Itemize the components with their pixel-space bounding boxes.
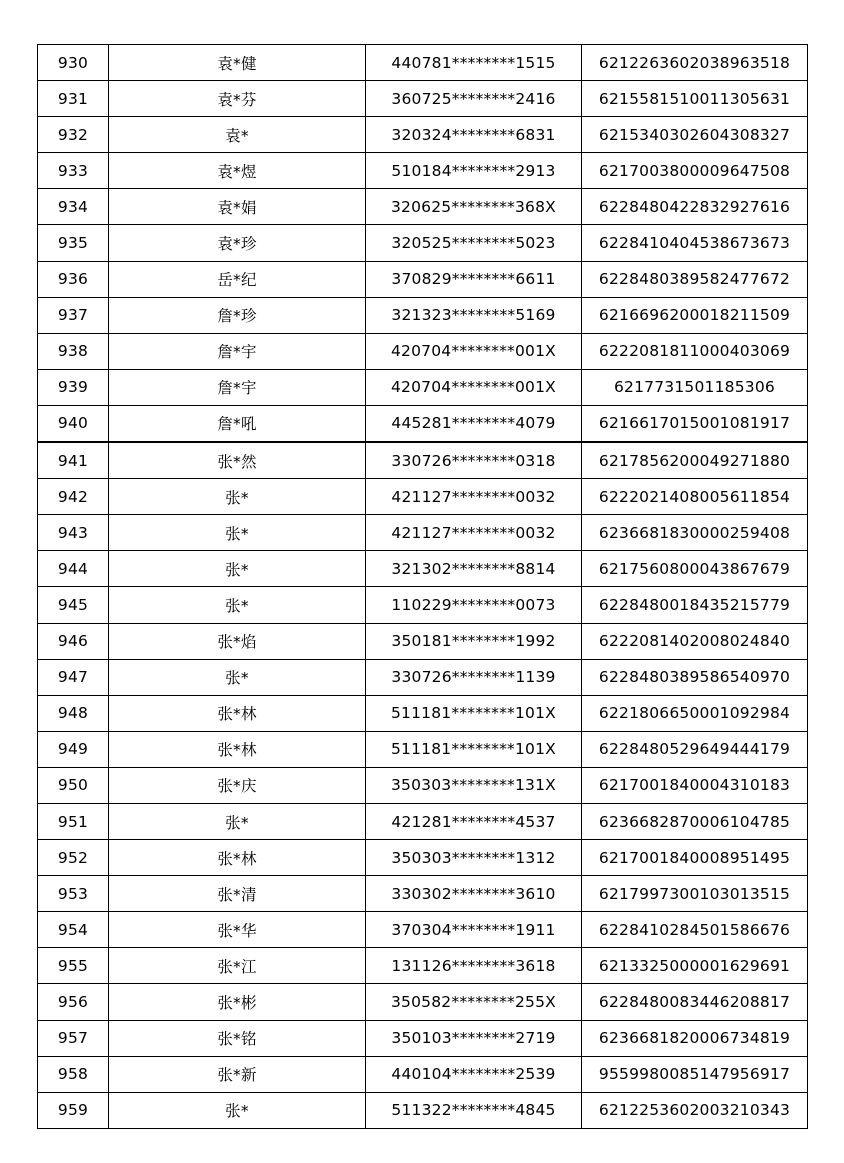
row-number: 936 (38, 261, 109, 297)
row-number: 957 (38, 1020, 109, 1056)
masked-id-number: 421281********4537 (366, 803, 582, 839)
bank-account: 6228410404538673673 (582, 225, 808, 261)
masked-name: 张* (109, 515, 366, 551)
masked-name: 张* (109, 659, 366, 695)
bank-account: 6222021408005611854 (582, 479, 808, 515)
masked-name: 张*庆 (109, 767, 366, 803)
masked-name: 张*然 (109, 442, 366, 479)
masked-id-number: 350303********1312 (366, 840, 582, 876)
bank-account: 6212263602038963518 (582, 45, 808, 81)
table-row (38, 731, 808, 767)
table-row (38, 803, 808, 839)
table-row (38, 1092, 808, 1128)
row-number: 954 (38, 912, 109, 948)
row-number: 931 (38, 81, 109, 117)
bank-account: 6228410284501586676 (582, 912, 808, 948)
table-row (38, 45, 808, 81)
table-row (38, 261, 808, 297)
row-number: 938 (38, 333, 109, 369)
masked-id-number: 420704********001X (366, 369, 582, 405)
row-number: 959 (38, 1092, 109, 1128)
table-row (38, 225, 808, 261)
masked-name: 詹*宇 (109, 333, 366, 369)
masked-name: 袁*芬 (109, 81, 366, 117)
masked-id-number: 131126********3618 (366, 948, 582, 984)
masked-id-number: 350181********1992 (366, 623, 582, 659)
row-number: 958 (38, 1056, 109, 1092)
bank-account: 6228480389586540970 (582, 659, 808, 695)
masked-id-number: 320525********5023 (366, 225, 582, 261)
table-row (38, 948, 808, 984)
table-row (38, 1056, 808, 1092)
masked-id-number: 511181********101X (366, 695, 582, 731)
masked-id-number: 440104********2539 (366, 1056, 582, 1092)
bank-account: 6228480422832927616 (582, 189, 808, 225)
masked-name: 张* (109, 587, 366, 623)
masked-name: 张*林 (109, 695, 366, 731)
masked-id-number: 350582********255X (366, 984, 582, 1020)
row-number: 941 (38, 442, 109, 479)
masked-name: 张* (109, 803, 366, 839)
bank-account: 6228480389582477672 (582, 261, 808, 297)
bank-account: 6228480083446208817 (582, 984, 808, 1020)
row-number: 940 (38, 405, 109, 442)
row-number: 937 (38, 297, 109, 333)
masked-id-number: 330726********0318 (366, 442, 582, 479)
row-number: 946 (38, 623, 109, 659)
bank-account: 6222081402008024840 (582, 623, 808, 659)
masked-id-number: 370829********6611 (366, 261, 582, 297)
table-row (38, 117, 808, 153)
masked-id-number: 330302********3610 (366, 876, 582, 912)
masked-id-number: 511322********4845 (366, 1092, 582, 1128)
table-row (38, 333, 808, 369)
masked-name: 袁*珍 (109, 225, 366, 261)
row-number: 935 (38, 225, 109, 261)
bank-account: 6217856200049271880 (582, 442, 808, 479)
masked-id-number: 321302********8814 (366, 551, 582, 587)
masked-id-number: 320324********6831 (366, 117, 582, 153)
row-number: 948 (38, 695, 109, 731)
bank-account: 6216696200018211509 (582, 297, 808, 333)
masked-name: 詹*吼 (109, 405, 366, 442)
table-row (38, 623, 808, 659)
masked-name: 张* (109, 479, 366, 515)
bank-account: 9559980085147956917 (582, 1056, 808, 1092)
masked-name: 岳*纪 (109, 261, 366, 297)
row-number: 955 (38, 948, 109, 984)
table-row (38, 515, 808, 551)
bank-account: 6215340302604308327 (582, 117, 808, 153)
masked-id-number: 421127********0032 (366, 479, 582, 515)
masked-name: 詹*宇 (109, 369, 366, 405)
row-number: 930 (38, 45, 109, 81)
row-number: 956 (38, 984, 109, 1020)
row-number: 934 (38, 189, 109, 225)
masked-id-number: 510184********2913 (366, 153, 582, 189)
table-row (38, 840, 808, 876)
table-row (38, 81, 808, 117)
table-row (38, 153, 808, 189)
row-number: 952 (38, 840, 109, 876)
masked-name: 袁*煜 (109, 153, 366, 189)
masked-id-number: 321323********5169 (366, 297, 582, 333)
bank-account: 6217731501185306 (582, 369, 808, 405)
row-number: 949 (38, 731, 109, 767)
bank-account: 6213325000001629691 (582, 948, 808, 984)
masked-id-number: 421127********0032 (366, 515, 582, 551)
masked-id-number: 350303********131X (366, 767, 582, 803)
bank-account: 6217001840004310183 (582, 767, 808, 803)
row-number: 953 (38, 876, 109, 912)
table-row (38, 1020, 808, 1056)
row-number: 943 (38, 515, 109, 551)
table-row (38, 369, 808, 405)
recipient-table (37, 44, 808, 1129)
masked-name: 袁* (109, 117, 366, 153)
table-row (38, 551, 808, 587)
masked-name: 张*清 (109, 876, 366, 912)
row-number: 945 (38, 587, 109, 623)
table-row (38, 297, 808, 333)
masked-name: 张*新 (109, 1056, 366, 1092)
table-row (38, 876, 808, 912)
bank-account: 6217003800009647508 (582, 153, 808, 189)
bank-account: 6236681820006734819 (582, 1020, 808, 1056)
table-row (38, 767, 808, 803)
bank-account: 6217560800043867679 (582, 551, 808, 587)
masked-name: 袁*健 (109, 45, 366, 81)
masked-id-number: 445281********4079 (366, 405, 582, 442)
row-number: 933 (38, 153, 109, 189)
row-number: 942 (38, 479, 109, 515)
masked-id-number: 360725********2416 (366, 81, 582, 117)
masked-id-number: 511181********101X (366, 731, 582, 767)
bank-account: 6236681830000259408 (582, 515, 808, 551)
table-row (38, 189, 808, 225)
masked-name: 张*华 (109, 912, 366, 948)
table-row (38, 405, 808, 442)
masked-name: 袁*娟 (109, 189, 366, 225)
table-body (38, 45, 808, 1129)
bank-account: 6217001840008951495 (582, 840, 808, 876)
masked-name: 张* (109, 1092, 366, 1128)
table-row (38, 912, 808, 948)
masked-name: 张*江 (109, 948, 366, 984)
bank-account: 6222081811000403069 (582, 333, 808, 369)
masked-id-number: 350103********2719 (366, 1020, 582, 1056)
bank-account: 6217997300103013515 (582, 876, 808, 912)
masked-id-number: 420704********001X (366, 333, 582, 369)
bank-account: 6212253602003210343 (582, 1092, 808, 1128)
row-number: 939 (38, 369, 109, 405)
bank-account: 6216617015001081917 (582, 405, 808, 442)
row-number: 951 (38, 803, 109, 839)
row-number: 944 (38, 551, 109, 587)
masked-id-number: 440781********1515 (366, 45, 582, 81)
row-number: 932 (38, 117, 109, 153)
masked-id-number: 110229********0073 (366, 587, 582, 623)
bank-account: 6221806650001092984 (582, 695, 808, 731)
masked-name: 詹*珍 (109, 297, 366, 333)
masked-name: 张* (109, 551, 366, 587)
masked-name: 张*林 (109, 731, 366, 767)
row-number: 950 (38, 767, 109, 803)
bank-account: 6228480018435215779 (582, 587, 808, 623)
masked-id-number: 330726********1139 (366, 659, 582, 695)
bank-account: 6236682870006104785 (582, 803, 808, 839)
masked-id-number: 370304********1911 (366, 912, 582, 948)
masked-name: 张*彬 (109, 984, 366, 1020)
table-row (38, 659, 808, 695)
bank-account: 6228480529649444179 (582, 731, 808, 767)
row-number: 947 (38, 659, 109, 695)
table-row (38, 442, 808, 479)
table-row (38, 984, 808, 1020)
bank-account: 6215581510011305631 (582, 81, 808, 117)
masked-id-number: 320625********368X (366, 189, 582, 225)
masked-name: 张*铭 (109, 1020, 366, 1056)
masked-name: 张*焰 (109, 623, 366, 659)
table-row (38, 587, 808, 623)
table-row (38, 479, 808, 515)
table-row (38, 695, 808, 731)
masked-name: 张*林 (109, 840, 366, 876)
